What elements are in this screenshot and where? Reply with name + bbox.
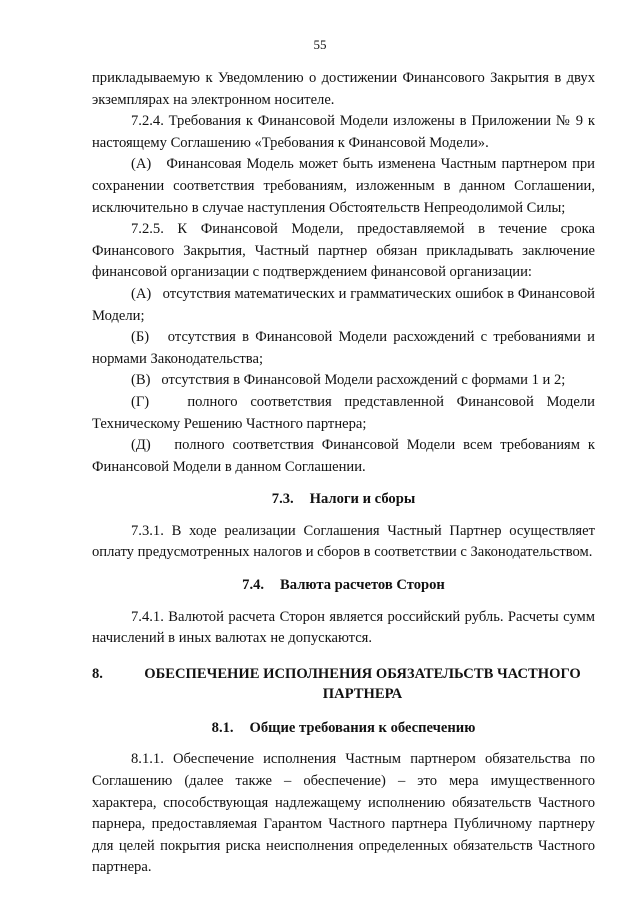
- heading-7-4-number: 7.4.: [242, 577, 265, 594]
- paragraph-7-4-1: 7.4.1. Валютой расчета Сторон является российский рубль. Расчеты сумм начислений в иных валютах не допускаются.: [92, 608, 595, 647]
- document-body: [92, 68, 595, 879]
- heading-7-3: [92, 489, 595, 511]
- page-number: 55: [313, 37, 327, 52]
- paragraph-7-2-5: 7.2.5. К Финансовой Модели, предоставляемой в течение срока Финансового Закрытия, Частный партнер обязан прикладывать заключение финансовой организации с подтверждением финансовой организации:: [92, 221, 595, 281]
- heading-8-1-number: 8.1.: [211, 719, 234, 736]
- paragraph-8-1-1: 8.1.1. Обеспечение исполнения Частным партнером обязательства по Соглашению (далее также – обеспечение) – это мера имущественного характера, способствующая надлежащему исполнению обязательств Частного парнера, предоставляемая Гарантом Частного партнера Публичному партнеру для целей покрытия риска неисполнения определенных обязательств Частного партнера.: [92, 751, 595, 876]
- list-item-7-2-5-b: (Б) отсутствия в Финансовой Модели расхождений с требованиями и нормами Законодательства;: [92, 329, 595, 367]
- heading-7-3-number: 7.3.: [271, 491, 294, 508]
- paragraph-7-3-1: 7.3.1. В ходе реализации Соглашения Частный Партнер осуществляет оплату предусмотренных налогов и сборов в соответствии с Законодательством.: [92, 522, 595, 561]
- heading-7-4-title: Валюта расчетов Сторон: [280, 577, 445, 594]
- paragraph-continuation: прикладываемую к Уведомлению о достижении Финансового Закрытия в двух экземплярах на электронном носителе.: [92, 70, 595, 108]
- list-item-7-2-5-v: (В) отсутствия в Финансовой Модели расхождений с формами 1 и 2;: [131, 372, 566, 389]
- heading-8-number: 8.: [92, 665, 103, 682]
- list-item-7-2-4-a: (А) Финансовая Модель может быть изменена Частным партнером при сохранении соответствия требованиям, изложенным в данном Соглашении, исключительно в случае наступления Обстоятельств Непреодолимой Силы;: [92, 156, 595, 216]
- heading-8-title: ОБЕСПЕЧЕНИЕ ИСПОЛНЕНИЯ ОБЯЗАТЕЛЬСТВ ЧАСТНОГО ПАРТНЕРА: [144, 665, 581, 702]
- heading-8: [92, 664, 595, 704]
- list-item-7-2-5-a: (А) отсутствия математических и грамматических ошибок в Финансовой Модели;: [92, 285, 595, 324]
- heading-7-4: [92, 575, 595, 597]
- paragraph-7-2-4: 7.2.4. Требования к Финансовой Модели изложены в Приложении № 9 к настоящему Соглашению «Требования к Финансовой Модели».: [92, 113, 595, 151]
- heading-7-3-title: Налоги и сборы: [309, 491, 416, 508]
- heading-8-1: [92, 718, 595, 740]
- list-item-7-2-5-d: (Д) полного соответствия Финансовой Модели всем требованиям к Финансовой Модели в данном Соглашении.: [92, 437, 595, 475]
- heading-8-1-title: Общие требования к обеспечению: [249, 719, 476, 736]
- list-item-7-2-5-g: (Г) полного соответствия представленной Финансовой Модели Техническому Решению Частного партнера;: [92, 393, 595, 432]
